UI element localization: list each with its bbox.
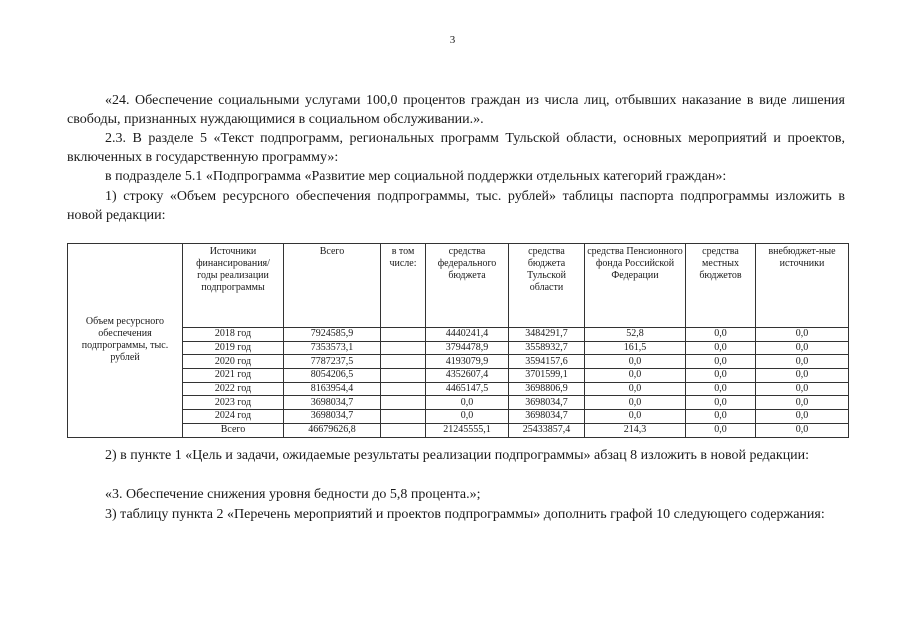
cell-extra: 0,0 bbox=[756, 369, 849, 383]
cell-year: 2022 год bbox=[183, 382, 284, 396]
cell-total: 3698034,7 bbox=[284, 396, 381, 410]
cell-local: 0,0 bbox=[686, 410, 756, 424]
cell-including bbox=[381, 396, 426, 410]
table-row bbox=[68, 396, 849, 410]
cell-federal: 21245555,1 bbox=[426, 423, 509, 437]
paragraph-section-2-3: 2.3. В разделе 5 «Текст подпрограмм, региональных программ Тульской области, основных мероприятий и проектов, включенных в государственную программу»: bbox=[67, 131, 845, 165]
cell-total: 46679626,8 bbox=[284, 423, 381, 437]
cell-total: 8054206,5 bbox=[284, 369, 381, 383]
cell-year: 2021 год bbox=[183, 369, 284, 383]
cell-regional: 3484291,7 bbox=[509, 328, 585, 342]
cell-extra: 0,0 bbox=[756, 410, 849, 424]
header-sources: Источники финансирования/ годы реализации подпрограммы bbox=[183, 244, 284, 328]
cell-extra: 0,0 bbox=[756, 423, 849, 437]
header-total: Всего bbox=[284, 244, 381, 328]
row-label: Объем ресурсного обеспечения подпрограммы, тыс. рублей bbox=[68, 244, 183, 438]
cell-extra: 0,0 bbox=[756, 328, 849, 342]
cell-federal: 4465147,5 bbox=[426, 382, 509, 396]
cell-regional: 3698034,7 bbox=[509, 396, 585, 410]
cell-local: 0,0 bbox=[686, 382, 756, 396]
cell-regional: 3698034,7 bbox=[509, 410, 585, 424]
cell-federal: 4193079,9 bbox=[426, 355, 509, 369]
cell-including bbox=[381, 341, 426, 355]
page-number: 3 bbox=[449, 34, 456, 46]
cell-year: 2023 год bbox=[183, 396, 284, 410]
header-federal: средства федерального бюджета bbox=[426, 244, 509, 328]
cell-pension: 0,0 bbox=[585, 410, 686, 424]
cell-pension: 214,3 bbox=[585, 423, 686, 437]
cell-local: 0,0 bbox=[686, 369, 756, 383]
cell-local: 0,0 bbox=[686, 396, 756, 410]
header-including: в том числе: bbox=[381, 244, 426, 328]
cell-extra: 0,0 bbox=[756, 382, 849, 396]
cell-including bbox=[381, 369, 426, 383]
cell-pension: 0,0 bbox=[585, 396, 686, 410]
resource-table bbox=[67, 243, 849, 438]
cell-federal: 4440241,4 bbox=[426, 328, 509, 342]
table-row bbox=[68, 369, 849, 383]
cell-pension: 52,8 bbox=[585, 328, 686, 342]
table-row bbox=[68, 423, 849, 437]
cell-year: 2019 год bbox=[183, 341, 284, 355]
table-header-row bbox=[68, 244, 849, 328]
table-row bbox=[68, 382, 849, 396]
header-regional: средства бюджета Тульской области bbox=[509, 244, 585, 328]
cell-regional: 3594157,6 bbox=[509, 355, 585, 369]
paragraph-subsection-5-1: в подразделе 5.1 «Подпрограмма «Развитие мер социальной поддержки отдельных категорий граждан»: bbox=[105, 169, 727, 184]
cell-total: 8163954,4 bbox=[284, 382, 381, 396]
cell-pension: 0,0 bbox=[585, 355, 686, 369]
paragraph-item-3: 3) таблицу пункта 2 «Перечень мероприятий и проектов подпрограммы» дополнить графой 10 следующего содержания: bbox=[105, 507, 825, 522]
cell-federal: 0,0 bbox=[426, 396, 509, 410]
cell-year: 2018 год bbox=[183, 328, 284, 342]
cell-year: 2024 год bbox=[183, 410, 284, 424]
cell-federal: 0,0 bbox=[426, 410, 509, 424]
cell-regional: 3698806,9 bbox=[509, 382, 585, 396]
paragraph-quote-3: «3. Обеспечение снижения уровня бедности до 5,8 процента.»; bbox=[105, 487, 481, 502]
cell-pension: 161,5 bbox=[585, 341, 686, 355]
table-row bbox=[68, 341, 849, 355]
table-row bbox=[68, 355, 849, 369]
cell-federal: 4352607,4 bbox=[426, 369, 509, 383]
paragraph-item-1: 1) строку «Объем ресурсного обеспечения подпрограммы, тыс. рублей» таблицы паспорта подпрограммы изложить в новой редакции: bbox=[67, 189, 845, 223]
cell-extra: 0,0 bbox=[756, 341, 849, 355]
cell-including bbox=[381, 355, 426, 369]
paragraph-item-2: 2) в пункте 1 «Цель и задачи, ожидаемые результаты реализации подпрограммы» абзац 8 изложить в новой редакции: bbox=[105, 448, 810, 463]
cell-local: 0,0 bbox=[686, 341, 756, 355]
cell-total: 3698034,7 bbox=[284, 410, 381, 424]
cell-including bbox=[381, 410, 426, 424]
cell-including bbox=[381, 328, 426, 342]
cell-federal: 3794478,9 bbox=[426, 341, 509, 355]
cell-extra: 0,0 bbox=[756, 355, 849, 369]
header-local: средства местных бюджетов bbox=[686, 244, 756, 328]
cell-total: 7924585,9 bbox=[284, 328, 381, 342]
table-row bbox=[68, 410, 849, 424]
cell-local: 0,0 bbox=[686, 355, 756, 369]
paragraph-item-24: «24. Обеспечение социальными услугами 100,0 процентов граждан из числа лиц, отбывших наказание в виде лишения свободы, признанных нуждающимися в социальном обслуживании.». bbox=[67, 93, 845, 127]
cell-extra: 0,0 bbox=[756, 396, 849, 410]
cell-regional: 3701599,1 bbox=[509, 369, 585, 383]
cell-total: 7353573,1 bbox=[284, 341, 381, 355]
cell-regional: 3558932,7 bbox=[509, 341, 585, 355]
cell-local: 0,0 bbox=[686, 423, 756, 437]
cell-including bbox=[381, 382, 426, 396]
cell-pension: 0,0 bbox=[585, 382, 686, 396]
cell-pension: 0,0 bbox=[585, 369, 686, 383]
cell-local: 0,0 bbox=[686, 328, 756, 342]
cell-including bbox=[381, 423, 426, 437]
header-extra: внебюджет-ные источники bbox=[756, 244, 849, 328]
cell-regional: 25433857,4 bbox=[509, 423, 585, 437]
cell-year: 2020 год bbox=[183, 355, 284, 369]
header-pension: средства Пенсионного фонда Российской Федерации bbox=[585, 244, 686, 328]
table-row bbox=[68, 328, 849, 342]
cell-total: 7787237,5 bbox=[284, 355, 381, 369]
cell-year: Всего bbox=[183, 423, 284, 437]
